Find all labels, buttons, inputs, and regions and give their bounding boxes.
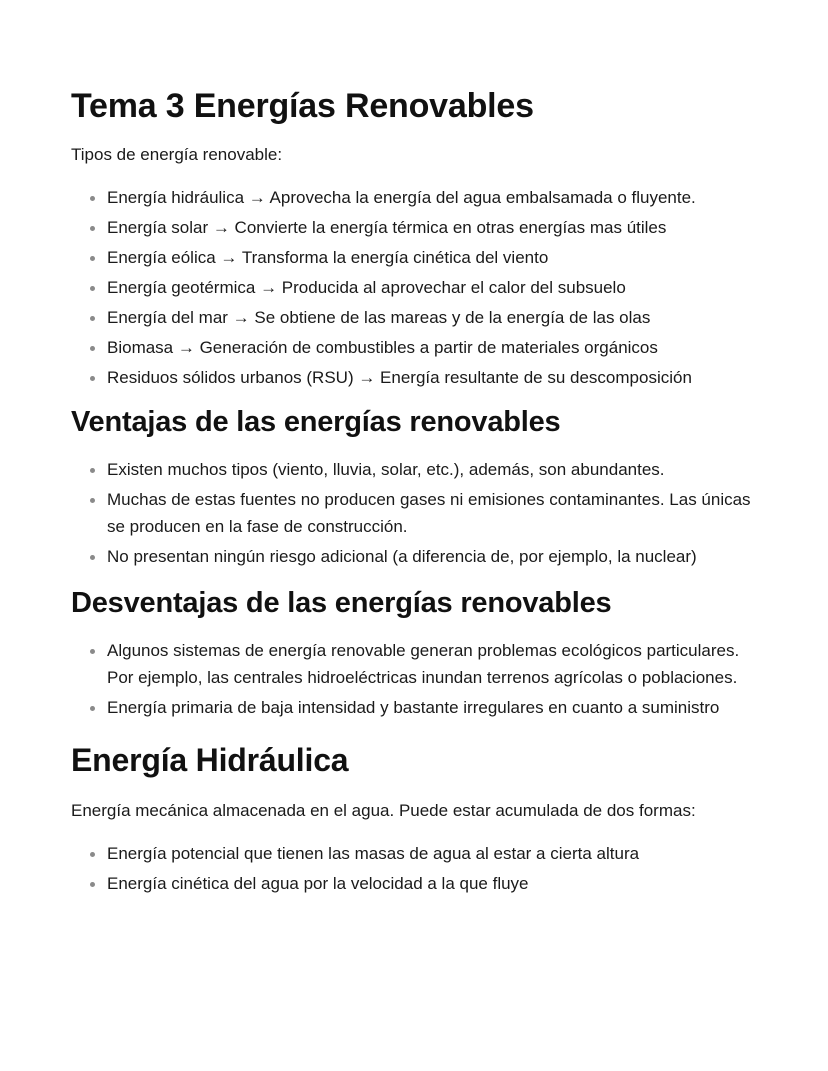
list-item: Existen muchos tipos (viento, lluvia, solar, etc.), además, son abundantes. — [71, 456, 758, 483]
advantages-list — [71, 456, 758, 570]
list-item: Energía cinética del agua por la velocidad a la que fluye — [71, 870, 758, 897]
advantages-heading: Ventajas de las energías renovables — [71, 406, 561, 438]
list-item: Muchas de estas fuentes no producen gases ni emisiones contaminantes. Las únicas se producen en la fase de construcción. — [71, 486, 758, 540]
hydro-forms-list — [71, 840, 758, 897]
list-item: Algunos sistemas de energía renovable generan problemas ecológicos particulares. Por ejemplo, las centrales hidroeléctricas inundan terrenos agrícolas o poblaciones. — [71, 637, 758, 691]
list-item: Biomasa → Generación de combustibles a partir de materiales orgánicos — [71, 334, 758, 361]
list-item: No presentan ningún riesgo adicional (a diferencia de, por ejemplo, la nuclear) — [71, 543, 758, 570]
hydro-intro: Energía mecánica almacenada en el agua. Puede estar acumulada de dos formas: — [71, 801, 696, 820]
types-intro: Tipos de energía renovable: — [71, 145, 283, 164]
list-item: Energía eólica → Transforma la energía cinética del viento — [71, 244, 758, 271]
list-item: Energía potencial que tienen las masas de agua al estar a cierta altura — [71, 840, 758, 867]
list-item: Residuos sólidos urbanos (RSU) → Energía resultante de su descomposición — [71, 364, 758, 391]
energy-types-list — [71, 184, 758, 391]
list-item: Energía geotérmica → Producida al aprovechar el calor del subsuelo — [71, 274, 758, 301]
page-title: Tema 3 Energías Renovables — [71, 87, 534, 125]
list-item: Energía del mar → Se obtiene de las mareas y de la energía de las olas — [71, 304, 758, 331]
list-item: Energía primaria de baja intensidad y bastante irregulares en cuanto a suministro — [71, 694, 758, 721]
hydro-heading: Energía Hidráulica — [71, 742, 349, 778]
list-item: Energía hidráulica → Aprovecha la energía del agua embalsamada o fluyente. — [71, 184, 758, 211]
list-item: Energía solar → Convierte la energía térmica en otras energías mas útiles — [71, 214, 758, 241]
disadvantages-list — [71, 637, 758, 721]
disadvantages-heading: Desventajas de las energías renovables — [71, 587, 612, 619]
